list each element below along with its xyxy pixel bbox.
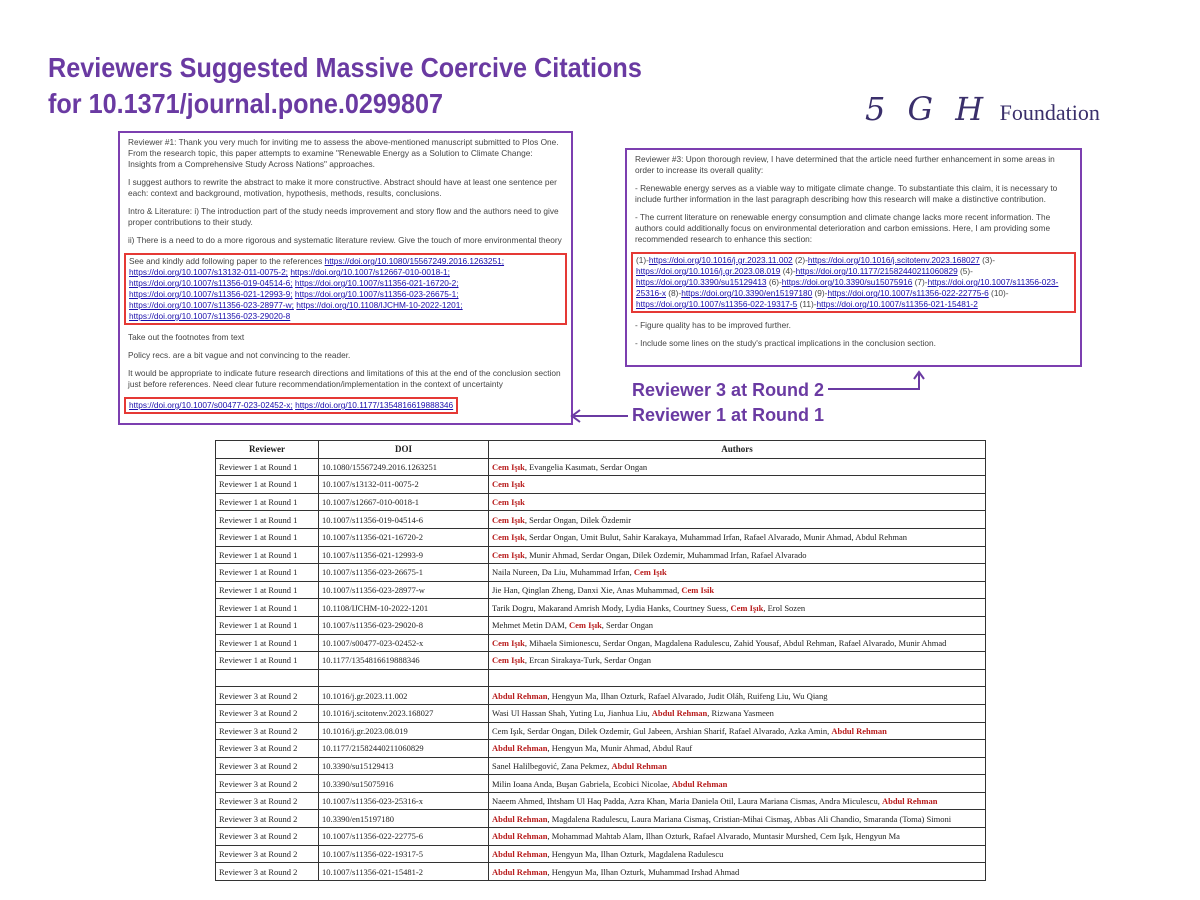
cell-reviewer: Reviewer 3 at Round 2: [216, 828, 319, 846]
ref-number: (2)-: [792, 255, 808, 265]
author-text: , Hengyun Ma, Ilhan Ozturk, Magdalena Radulescu: [547, 848, 724, 859]
doi-link[interactable]: https://doi.org/10.1007/s11356-022-22775-6: [827, 288, 989, 298]
arrow-to-reviewer3-icon: [826, 368, 926, 392]
table-row: [216, 757, 986, 775]
doi-link[interactable]: https://doi.org/10.1007/s11356-021-16720-2;: [294, 278, 459, 288]
highlighted-author: Cem Işık: [492, 637, 525, 648]
doi-link[interactable]: https://doi.org/10.1108/IJCHM-10-2022-1201;: [296, 300, 463, 310]
author-text: Milin Ioana Anda, Buşan Gabriela, Ecobici Nicolae,: [492, 778, 672, 789]
author-text: , Mohammad Mahtab Alam, Ilhan Ozturk, Rafael Alvarado, Muntasir Murshed, Cem Işık, Hengyun Ma: [547, 831, 900, 842]
highlighted-author: Cem Işık: [492, 497, 525, 508]
cell-doi: 10.1080/15567249.2016.1263251: [319, 458, 489, 476]
cell-doi: 10.1177/1354816619888346: [319, 652, 489, 670]
doi-link[interactable]: https://doi.org/10.1007/s11356-021-12993-9;: [129, 289, 293, 299]
r3-para-2: - Renewable energy serves as a viable way to mitigate climate change. To substantiate this claim, it is necessary to include further information in the last paragraph describing how this research will make a distinctive contribution.: [635, 183, 1058, 204]
cell-doi: 10.1007/s11356-023-25316-x: [319, 792, 489, 810]
doi-link[interactable]: https://doi.org/10.1007/s00477-023-02452-x;: [129, 400, 293, 410]
highlighted-author: Abdul Rehman: [492, 831, 548, 842]
table-row: [216, 740, 986, 758]
doi-link[interactable]: https://doi.org/10.1007/s11356-023-29020-8: [129, 311, 291, 321]
table-row: [216, 669, 986, 687]
r3-highlight-refs: [631, 252, 1076, 313]
cell-reviewer: Reviewer 3 at Round 2: [216, 704, 319, 722]
table-row: [216, 511, 986, 529]
ref-number: (5)-: [957, 266, 973, 276]
highlighted-author: Cem Işık: [568, 620, 602, 631]
author-text: , Ercan Sirakaya-Turk, Serdar Ongan: [524, 655, 652, 666]
cell-doi: 10.1007/s11356-022-19317-5: [319, 845, 489, 863]
cell-authors: [489, 757, 986, 775]
cell-authors: [489, 828, 986, 846]
author-text: Cem Işık, Serdar Ongan, Dilek Ozdemir, Gul Jabeen, Arshian Sharif, Rafael Alvarado, Azka Amin,: [492, 725, 832, 736]
doi-link[interactable]: https://doi.org/10.1007/s12667-010-0018-1;: [290, 267, 450, 277]
highlighted-author: Abdul Rehman: [492, 743, 548, 754]
author-text: , Evangelia Kasımatı, Serdar Ongan: [524, 461, 648, 472]
author-text: , Erol Sozen: [763, 602, 806, 613]
cell-authors: [489, 511, 986, 529]
cell-authors: [489, 863, 986, 881]
author-text: , Hengyun Ma, Munir Ahmad, Abdul Rauf: [547, 743, 693, 754]
cell-authors: [489, 458, 986, 476]
r1-para-1: Reviewer #1: Thank you very much for inviting me to assess the above-mentioned manuscript submitted to Plos One. From the research topic, this paper attempts to examine "Renewable Energy as a Solution to Climate Change: Insights from a Comprehensive Study Across Nations" approaches.: [128, 137, 559, 169]
cell-reviewer: Reviewer 1 at Round 1: [216, 616, 319, 634]
cell-authors: [489, 687, 986, 705]
cell-authors: [489, 599, 986, 617]
highlighted-author: Abdul Rehman: [492, 866, 548, 877]
cell-doi: 10.1007/s11356-021-15481-2: [319, 863, 489, 881]
doi-link[interactable]: https://doi.org/10.1016/j.gr.2023.11.002: [648, 255, 793, 265]
r3-para-3: - The current literature on renewable energy consumption and climate change lacks more recent information. The authors could additionally focus on environmental deterioration and carbon emissions. Here, I am providing some recommended research to enhance this section:: [635, 212, 1051, 244]
cell-authors: [489, 546, 986, 564]
cell-doi: 10.1007/s11356-023-29020-8: [319, 616, 489, 634]
cell-doi: 10.1007/s11356-019-04514-6: [319, 511, 489, 529]
cell-doi: 10.1007/s11356-023-28977-w: [319, 581, 489, 599]
highlighted-author: Abdul Rehman: [881, 796, 938, 807]
author-text: , Serdar Ongan: [601, 620, 654, 631]
table-row: [216, 493, 986, 511]
cell-reviewer: Reviewer 1 at Round 1: [216, 476, 319, 494]
ref-number: (6)-: [766, 277, 782, 287]
r1-highlight-refs-2: [124, 397, 458, 414]
table-row: [216, 845, 986, 863]
doi-link[interactable]: https://doi.org/10.3390/su15129413: [636, 277, 767, 287]
doi-link[interactable]: https://doi.org/10.1007/s11356-023-28977-w;: [129, 300, 294, 310]
r3-para-1: Reviewer #3: Upon thorough review, I have determined that the article need further enhancement in some areas in order to increase its overall quality:: [635, 154, 1055, 175]
cell-authors: [489, 845, 986, 863]
highlighted-author: Abdul Rehman: [831, 725, 887, 736]
cell-authors: [489, 476, 986, 494]
author-text: , Serdar Ongan, Umit Bulut, Sahir Karakaya, Muhammad Irfan, Rafael Alvarado, Munir Ahmad, Abdul Rehman: [524, 532, 908, 543]
cell-authors: [489, 564, 986, 582]
cell-authors: [489, 792, 986, 810]
cell-doi: 10.1177/21582440211060829: [319, 740, 489, 758]
cell-reviewer: Reviewer 3 at Round 2: [216, 722, 319, 740]
cell-doi: [319, 669, 489, 687]
cell-reviewer: Reviewer 3 at Round 2: [216, 740, 319, 758]
logo-mark: 5 G H: [865, 90, 990, 128]
cell-authors: [489, 722, 986, 740]
cell-doi: 10.1016/j.gr.2023.08.019: [319, 722, 489, 740]
cell-reviewer: Reviewer 3 at Round 2: [216, 757, 319, 775]
r1-link-list-2: [129, 400, 453, 410]
cell-reviewer: Reviewer 1 at Round 1: [216, 458, 319, 476]
r1-para-2: I suggest authors to rewrite the abstract to make it more constructive. Abstract should have at least one sentence per each: context and background, motivation, hypothesis, methods, results, conclusions.: [128, 177, 557, 198]
cell-authors: [489, 616, 986, 634]
doi-link[interactable]: https://doi.org/10.3390/su15075916: [781, 277, 913, 287]
author-text: Naeem Ahmed, Ihtsham Ul Haq Padda, Azra Khan, Maria Daniela Otil, Laura Mariana Cismas, Andra Miculescu,: [492, 796, 882, 807]
r1-refs-intro: See and kindly add following paper to the references: [129, 256, 323, 266]
cell-reviewer: [216, 669, 319, 687]
table-row: [216, 458, 986, 476]
author-text: , Serdar Ongan, Dilek Özdemir: [524, 514, 632, 525]
highlighted-author: Cem Işık: [492, 479, 525, 490]
doi-link[interactable]: https://doi.org/10.1016/j.gr.2023.08.019: [636, 266, 781, 276]
doi-link[interactable]: https://doi.org/10.1007/s11356-019-04514-6;: [129, 278, 293, 288]
doi-link[interactable]: https://doi.org/10.1007/s11356-022-19317-5: [636, 299, 798, 309]
doi-link[interactable]: https://doi.org/10.1177/21582440211060829: [795, 266, 958, 276]
cell-doi: 10.3390/su15075916: [319, 775, 489, 793]
doi-link[interactable]: https://doi.org/10.1177/1354816619888346: [295, 400, 454, 410]
highlighted-author: Cem Işık: [492, 532, 525, 543]
table-row: [216, 722, 986, 740]
author-text: Sanel Halilbegović, Zana Pekmez,: [492, 760, 612, 771]
title-line-1: Reviewers Suggested Massive Coercive Citations: [48, 52, 642, 83]
highlighted-author: Cem Işık: [492, 461, 525, 472]
cell-reviewer: Reviewer 1 at Round 1: [216, 564, 319, 582]
table-body: [216, 458, 986, 880]
author-text: Mehmet Metin DAM,: [492, 620, 569, 631]
cell-authors: [489, 528, 986, 546]
logo-word: Foundation: [999, 100, 1100, 125]
table-row: [216, 616, 986, 634]
doi-link[interactable]: https://doi.org/10.1007/s11356-021-15481-2: [816, 299, 978, 309]
cell-authors: [489, 704, 986, 722]
cell-doi: 10.1007/s12667-010-0018-1: [319, 493, 489, 511]
cell-reviewer: Reviewer 3 at Round 2: [216, 792, 319, 810]
r1-para-7: It would be appropriate to indicate future research directions and limitations of this at the end of the conclusion section just before references. Need clear future recommendation/implementation in the context of uncertainty: [128, 368, 561, 389]
author-text: Jie Han, Qinglan Zheng, Danxi Xie, Anas Muhammad,: [492, 585, 682, 596]
cell-doi: 10.1007/s00477-023-02452-x: [319, 634, 489, 652]
cell-authors: [489, 581, 986, 599]
cell-reviewer: Reviewer 1 at Round 1: [216, 546, 319, 564]
reviewer1-comment-box: [118, 131, 573, 425]
highlighted-author: Abdul Rehman: [671, 778, 728, 789]
cell-reviewer: Reviewer 1 at Round 1: [216, 528, 319, 546]
cell-authors: [489, 775, 986, 793]
callout-reviewer3: Reviewer 3 at Round 2: [632, 380, 825, 400]
cell-authors: [489, 740, 986, 758]
cell-authors: [489, 810, 986, 828]
doi-link[interactable]: https://doi.org/10.1007/s13132-011-0075-2;: [129, 267, 288, 277]
author-text: Tarik Dogru, Makarand Amrish Mody, Lydia Hanks, Courtney Suess,: [492, 602, 731, 613]
header-doi: DOI: [319, 441, 489, 459]
table-row: [216, 599, 986, 617]
callout-reviewer1: Reviewer 1 at Round 1: [632, 405, 825, 425]
cell-doi: 10.3390/en15197180: [319, 810, 489, 828]
table-row: [216, 863, 986, 881]
table-row: [216, 546, 986, 564]
cell-reviewer: Reviewer 1 at Round 1: [216, 493, 319, 511]
cell-authors: [489, 634, 986, 652]
arrow-to-reviewer1-icon: [568, 408, 630, 424]
cell-doi: 10.1007/s11356-023-26675-1: [319, 564, 489, 582]
doi-link[interactable]: https://doi.org/10.1016/j.scitotenv.2023.168027: [807, 255, 980, 265]
table-header-row: [216, 441, 986, 459]
highlighted-author: Cem Işık: [633, 567, 667, 578]
table-row: [216, 792, 986, 810]
table-row: [216, 828, 986, 846]
author-text: , Rizwana Yasmeen: [707, 708, 774, 719]
cell-reviewer: Reviewer 3 at Round 2: [216, 687, 319, 705]
doi-link[interactable]: https://doi.org/10.1007/s11356-023-26675-1;: [294, 289, 459, 299]
highlighted-author: Cem Işık: [492, 655, 525, 666]
ref-number: (11)-: [797, 299, 817, 309]
author-text: , Magdalena Radulescu, Laura Mariana Cismaş, Cristian-Mihai Cismaş, Abbas Ali Chandio, Smaranda (Toma) Simoni: [547, 813, 952, 824]
cell-reviewer: Reviewer 1 at Round 1: [216, 634, 319, 652]
table-row: [216, 704, 986, 722]
table-row: [216, 528, 986, 546]
cell-doi: 10.1016/j.gr.2023.11.002: [319, 687, 489, 705]
page-title: [48, 50, 642, 122]
cell-reviewer: Reviewer 3 at Round 2: [216, 810, 319, 828]
highlighted-author: Abdul Rehman: [492, 690, 548, 701]
cell-doi: 10.1007/s11356-021-16720-2: [319, 528, 489, 546]
cell-reviewer: Reviewer 3 at Round 2: [216, 863, 319, 881]
doi-link[interactable]: https://doi.org/10.3390/en15197180: [681, 288, 813, 298]
author-text: , Hengyun Ma, Ilhan Ozturk, Muhammad Irshad Ahmad: [547, 866, 740, 877]
cell-doi: 10.1108/IJCHM-10-2022-1201: [319, 599, 489, 617]
author-text: , Hengyun Ma, Ilhan Ozturk, Rafael Alvarado, Judit Oláh, Ruifeng Liu, Wu Qiang: [547, 690, 828, 701]
r1-para-6: Policy recs. are a bit vague and not convincing to the reader.: [128, 350, 351, 360]
table-row: [216, 775, 986, 793]
author-text: , Mihaela Simionescu, Serdar Ongan, Magdalena Radulescu, Zahid Yousaf, Abdul Rehman, Rafael Alvarado, Munir Ahmad: [524, 637, 947, 648]
highlighted-author: Cem Işık: [492, 514, 525, 525]
cell-reviewer: Reviewer 1 at Round 1: [216, 511, 319, 529]
cell-doi: 10.1007/s13132-011-0075-2: [319, 476, 489, 494]
highlighted-author: Abdul Rehman: [492, 813, 548, 824]
highlighted-author: Cem Işık: [492, 549, 525, 560]
cell-authors: [489, 652, 986, 670]
foundation-logo: [865, 90, 1100, 128]
cell-reviewer: Reviewer 1 at Round 1: [216, 652, 319, 670]
title-line-2: for 10.1371/journal.pone.0299807: [48, 88, 444, 119]
r1-para-4: ii) There is a need to do a more rigorous and systematic literature review. Give the touch of more environmental theory: [128, 235, 562, 245]
ref-number: (9)-: [812, 288, 828, 298]
highlighted-author: Cem Işık: [730, 602, 764, 613]
doi-link[interactable]: https://doi.org/10.1007/s11356-023-25316-x: [636, 277, 1059, 298]
r3-para-5: - Include some lines on the study's practical implications in the conclusion section.: [635, 338, 936, 348]
cell-reviewer: Reviewer 1 at Round 1: [216, 581, 319, 599]
author-text: , Munir Ahmad, Serdar Ongan, Dilek Ozdemir, Muhammad Irfan, Rafael Alvarado: [524, 549, 807, 560]
author-text: Naila Nureen, Da Liu, Muhammad Irfan,: [492, 567, 634, 578]
cell-doi: 10.1007/s11356-021-12993-9: [319, 546, 489, 564]
ref-number: (1)-: [636, 255, 649, 265]
reviewer3-comment-box: [625, 148, 1082, 367]
highlighted-author: Abdul Rehman: [611, 760, 667, 771]
cell-reviewer: Reviewer 1 at Round 1: [216, 599, 319, 617]
table-row: [216, 687, 986, 705]
highlighted-author: Abdul Rehman: [651, 708, 708, 719]
highlighted-author: Abdul Rehman: [492, 848, 548, 859]
ref-number: (10)-: [988, 288, 1009, 298]
r3-para-4: - Figure quality has to be improved further.: [635, 320, 791, 330]
ref-number: (4)-: [780, 266, 796, 276]
highlighted-author: Cem Isik: [681, 585, 715, 596]
table-row: [216, 652, 986, 670]
cell-reviewer: Reviewer 3 at Round 2: [216, 845, 319, 863]
r1-highlight-refs-1: [124, 253, 567, 325]
header-authors: Authors: [489, 441, 986, 459]
citation-table: [215, 440, 986, 881]
table-row: [216, 564, 986, 582]
ref-number: (8)-: [665, 288, 682, 298]
cell-reviewer: Reviewer 3 at Round 2: [216, 775, 319, 793]
doi-link[interactable]: https://doi.org/10.1080/15567249.2016.1263251;: [324, 256, 505, 266]
r1-para-5: Take out the footnotes from text: [128, 332, 245, 342]
table-row: [216, 581, 986, 599]
cell-authors: [489, 493, 986, 511]
r3-link-list: [636, 255, 1058, 309]
cell-doi: 10.1016/j.scitotenv.2023.168027: [319, 704, 489, 722]
table-row: [216, 810, 986, 828]
cell-doi: 10.3390/su15129413: [319, 757, 489, 775]
r1-para-3: Intro & Literature: i) The introduction part of the study needs improvement and story flow and the authors need to give proper contributions to their study.: [128, 206, 559, 227]
table-row: [216, 634, 986, 652]
ref-number: (3)-: [979, 255, 996, 265]
cell-doi: 10.1007/s11356-022-22775-6: [319, 828, 489, 846]
table-row: [216, 476, 986, 494]
ref-number: (7)-: [912, 277, 928, 287]
cell-authors: [489, 669, 986, 687]
header-reviewer: Reviewer: [216, 441, 319, 459]
author-text: Wasi Ul Hassan Shah, Yuting Lu, Jianhua Liu,: [492, 708, 652, 719]
